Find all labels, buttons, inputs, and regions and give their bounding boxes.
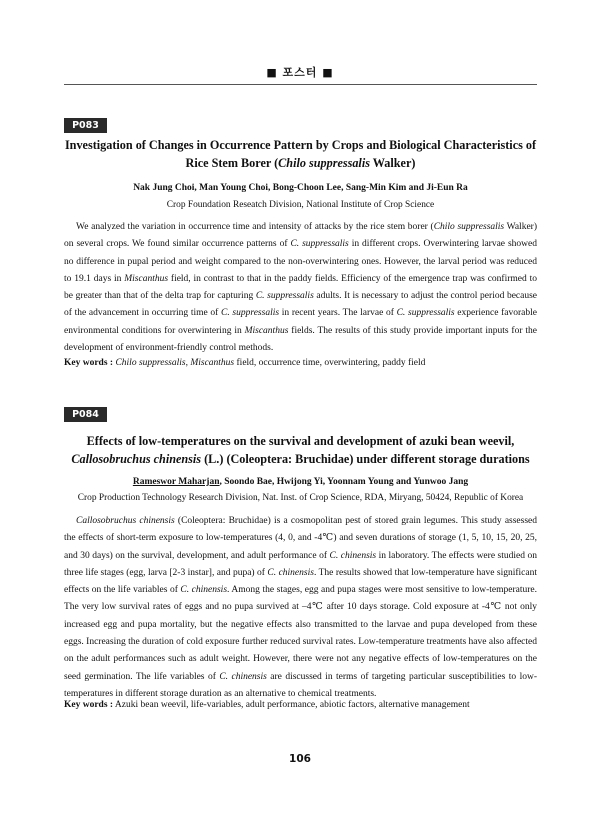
title-line-2-post: (L.) (Coleoptera: Bruchidae) under different storage durations — [201, 452, 530, 466]
text-run: Azuki bean weevil, life-variables, adult performance, abiotic factors, alternative management — [113, 700, 470, 710]
italic-term: C. suppressalis — [221, 308, 280, 319]
title-species: Chilo suppressalis — [278, 156, 370, 170]
title-line-2-post: Walker) — [369, 156, 416, 170]
text-run: in different crops. Overwintering larvae showed no difference in pupal period and weight compared to the non-overwintering ones. However, the larval period was reduced to 19.1 days in — [64, 239, 538, 284]
keywords-list — [113, 700, 470, 710]
section-header: ■ 포스터 ■ — [266, 66, 334, 79]
title-line-1: Effects of low-temperatures on the survival and development of azuki bean weevil, — [86, 434, 515, 448]
italic-term: Callosobruchus chinensis — [76, 516, 175, 526]
keywords-list — [113, 358, 425, 368]
keywords-label: Key words : — [64, 358, 114, 368]
poster-keywords — [64, 357, 537, 370]
title-species: Callosobruchus chinensis — [71, 452, 202, 466]
author-list: Nak Jung Choi, Man Young Choi, Bong-Choon Lee, Sang-Min Kim and Ji-Eun Ra — [133, 183, 468, 193]
text-run: (Coleoptera: Bruchidae) is a cosmopolitan pest of stored grain legumes. This study assessed the effects of short-term exposure to low-temperatures (4, 0, and -4℃) and seven durations of storage (1, 5, 10, 15, 20, 25, and 30 days) on the survival, development, and adult performance of — [64, 516, 538, 561]
poster-affiliation: Crop Foundation Reseatch Division, National Institute of Crop Science — [166, 200, 435, 210]
poster-authors — [64, 182, 537, 195]
italic-term: C. suppressalis — [290, 239, 349, 250]
italic-term: C. chinensis — [219, 671, 267, 682]
poster-title — [64, 136, 537, 172]
text-run: experience favorable environmental conditions for overwintering in — [64, 308, 537, 336]
poster-abstract — [64, 513, 537, 703]
text-run: , — [185, 358, 191, 368]
italic-term: C. suppressalis — [396, 308, 455, 319]
italic-term: Chilo suppressalis — [433, 222, 505, 232]
poster-abstract — [64, 219, 537, 357]
text-run: in recent years. The larvae of — [279, 308, 397, 319]
text-run: . The results showed that low-temperature have significant effects on the life variables of — [64, 567, 537, 596]
author-list: , Soondo Bae, Hwijong Yi, Yoonnam Young and Yunwoo Jang — [219, 477, 469, 487]
italic-term: C. chinensis — [180, 585, 228, 596]
title-line-2-pre: Rice Stem Borer ( — [185, 156, 279, 170]
text-run: in laboratory. The effects were studied on three life stages (egg, larva [2-3 instar], and pupa) of — [64, 550, 537, 578]
italic-term: Chilo suppressalis — [115, 358, 186, 368]
text-run: We analyzed the variation in occurrence time and intensity of attacks by the rice stem borer ( — [76, 222, 434, 232]
text-run: . Among the stages, egg and pupa stages were most sensitive to low-temperature. The very low survival rates of eggs and no pupa survived at –4℃ after 10 days storage. Cold exposure at -4℃ not only increased egg and pupa mortality, but the negative effects also transmitted to the larvae and pupa developed from these eggs. Increasing the duration of cold exposure further reduced survival rates. Low-temperature treatments have also affected on the adult performances such as adult weight. However, there were not any negative effects of low-temperatures on the seed germination. The life variables of — [64, 585, 537, 682]
presenting-author: Rameswor Maharjan — [132, 477, 220, 487]
text-run: field, occurrence time, overwintering, paddy field — [234, 358, 426, 368]
page-number: 106 — [289, 753, 311, 765]
text-run: are discussed in terms of targeting particular susceptibilities to low-temperatures in different storage duration as an alternative to chemical treatments. — [64, 671, 537, 699]
italic-term: Miscanthus — [124, 273, 169, 284]
italic-term: C. chinensis — [329, 550, 377, 561]
poster-keywords — [64, 699, 537, 712]
poster-affiliation: Crop Production Technology Research Division, Nat. Inst. of Crop Science, RDA, Miryang, 50424, Republic of Korea — [77, 493, 524, 503]
title-line-2 — [64, 154, 537, 172]
title-line-1: Investigation of Changes in Occurrence Pattern by Crops and Biological Characteristics of — [64, 138, 537, 152]
italic-term: Miscanthus — [244, 325, 289, 336]
italic-term: C. chinensis — [267, 567, 314, 578]
poster-id-badge: P084 — [64, 407, 107, 422]
poster-title — [64, 432, 537, 468]
text-run: fields. The results of this study provide important inputs for the development of environment-friendly control methods. — [64, 325, 537, 354]
poster-id-badge: P083 — [64, 118, 107, 133]
italic-term: Miscanthus — [190, 358, 235, 368]
title-line-2 — [64, 450, 537, 468]
italic-term: C. suppressalis — [255, 291, 314, 302]
keywords-label: Key words : — [64, 700, 114, 710]
text-run: field, in contrast to that in the paddy fields. Efficiency of the emergence trap was confirmed to be greater than that of the delta trap for capturing — [64, 273, 537, 302]
text-run: Walker) on several crops. We found similar occurrence patterns of — [64, 222, 537, 250]
header-divider — [64, 84, 537, 85]
text-run: adults. It is necessary to adjust the control period because of the advancement in occurring time of — [64, 291, 538, 319]
poster-authors — [64, 476, 537, 489]
